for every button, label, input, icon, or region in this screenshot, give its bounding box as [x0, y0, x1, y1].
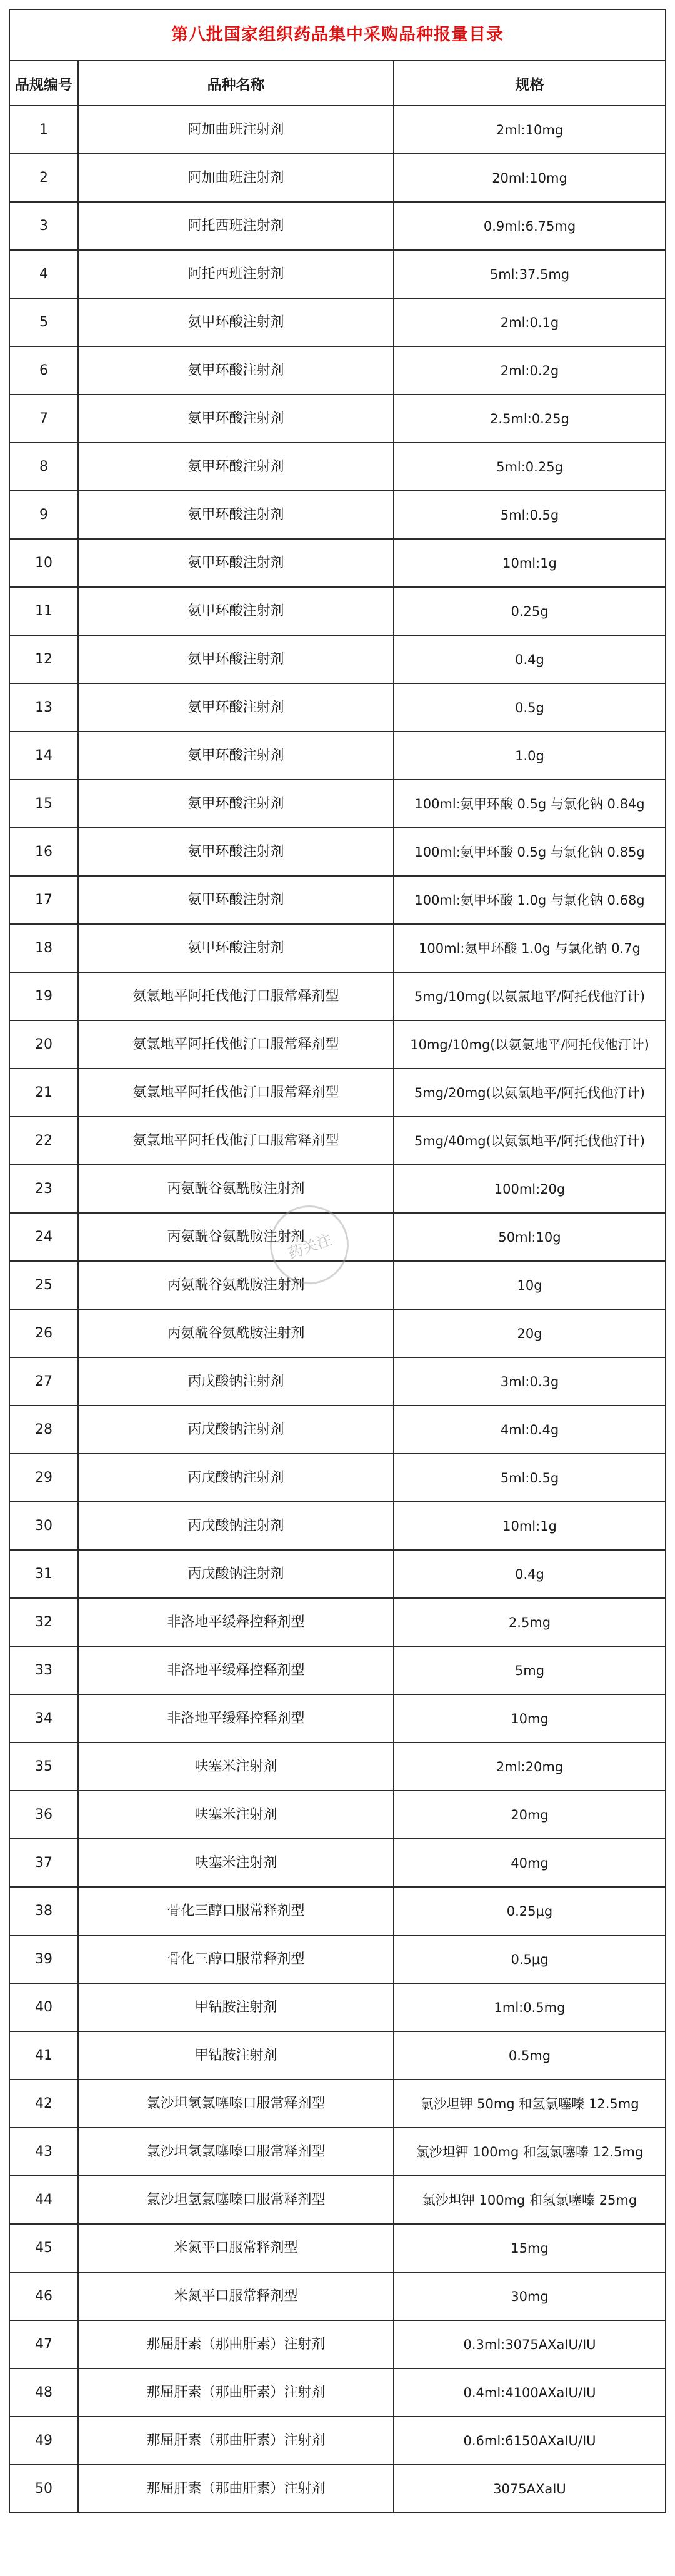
table-body	[9, 106, 666, 2513]
row-name-cell: 阿托西班注射剂	[78, 202, 394, 250]
table-row	[9, 1261, 666, 1309]
row-number-cell: 44	[9, 2176, 78, 2224]
row-name-cell: 氨氯地平阿托伐他汀口服常释剂型	[78, 1020, 394, 1069]
table-row	[9, 1117, 666, 1165]
table-row	[9, 683, 666, 732]
row-number-cell: 40	[9, 1983, 78, 2031]
row-name-cell: 丙氨酰谷氨酰胺注射剂	[78, 1309, 394, 1357]
row-number-cell: 50	[9, 2465, 78, 2513]
row-spec-cell: 0.9ml:6.75mg	[394, 202, 666, 250]
row-number-cell: 11	[9, 587, 78, 635]
table-row	[9, 635, 666, 683]
row-spec-cell: 0.5μg	[394, 1935, 666, 1983]
title-row	[9, 9, 666, 61]
row-spec-cell: 0.6ml:6150AXaIU/IU	[394, 2417, 666, 2465]
row-name-cell: 氯沙坦氢氯噻嗪口服常释剂型	[78, 2128, 394, 2176]
row-name-cell: 阿加曲班注射剂	[78, 154, 394, 202]
table-row	[9, 2272, 666, 2320]
row-name-cell: 甲钴胺注射剂	[78, 2031, 394, 2080]
row-spec-cell: 5ml:0.25g	[394, 443, 666, 491]
table-row	[9, 1069, 666, 1117]
row-spec-cell: 30mg	[394, 2272, 666, 2320]
row-name-cell: 氨甲环酸注射剂	[78, 828, 394, 876]
row-number-cell: 16	[9, 828, 78, 876]
row-number-cell: 33	[9, 1646, 78, 1694]
row-name-cell: 非洛地平缓释控释剂型	[78, 1694, 394, 1743]
row-name-cell: 氯沙坦氢氯噻嗪口服常释剂型	[78, 2080, 394, 2128]
table-row	[9, 1357, 666, 1406]
row-number-cell: 12	[9, 635, 78, 683]
row-spec-cell: 100ml:氨甲环酸 1.0g 与氯化钠 0.68g	[394, 876, 666, 924]
table-row	[9, 1598, 666, 1646]
row-name-cell: 氨氯地平阿托伐他汀口服常释剂型	[78, 972, 394, 1020]
table-row	[9, 106, 666, 154]
row-name-cell: 非洛地平缓释控释剂型	[78, 1598, 394, 1646]
row-number-cell: 43	[9, 2128, 78, 2176]
row-number-cell: 24	[9, 1213, 78, 1261]
row-name-cell: 丙氨酰谷氨酰胺注射剂	[78, 1165, 394, 1213]
row-name-cell: 氨甲环酸注射剂	[78, 780, 394, 828]
row-number-cell: 27	[9, 1357, 78, 1406]
table-row	[9, 1935, 666, 1983]
table-row	[9, 1309, 666, 1357]
table-row	[9, 780, 666, 828]
row-spec-cell: 2.5mg	[394, 1598, 666, 1646]
row-name-cell: 丙戊酸钠注射剂	[78, 1406, 394, 1454]
row-number-cell: 36	[9, 1791, 78, 1839]
row-name-cell: 氨氯地平阿托伐他汀口服常释剂型	[78, 1069, 394, 1117]
row-number-cell: 6	[9, 346, 78, 395]
row-spec-cell: 10ml:1g	[394, 1502, 666, 1550]
row-name-cell: 阿加曲班注射剂	[78, 106, 394, 154]
row-number-cell: 5	[9, 298, 78, 346]
row-name-cell: 那屈肝素（那曲肝素）注射剂	[78, 2320, 394, 2368]
table-row	[9, 924, 666, 972]
table-row	[9, 1791, 666, 1839]
row-name-cell: 非洛地平缓释控释剂型	[78, 1646, 394, 1694]
table-row	[9, 1694, 666, 1743]
row-spec-cell: 1.0g	[394, 732, 666, 780]
row-spec-cell: 5ml:0.5g	[394, 1454, 666, 1502]
row-name-cell: 氨甲环酸注射剂	[78, 683, 394, 732]
row-number-cell: 31	[9, 1550, 78, 1598]
row-name-cell: 氨甲环酸注射剂	[78, 298, 394, 346]
table-row	[9, 1887, 666, 1935]
row-name-cell: 丙戊酸钠注射剂	[78, 1454, 394, 1502]
catalog-sheet	[9, 9, 665, 2513]
row-number-cell: 47	[9, 2320, 78, 2368]
table-row	[9, 1743, 666, 1791]
row-name-cell: 丙氨酰谷氨酰胺注射剂	[78, 1213, 394, 1261]
table-row	[9, 1165, 666, 1213]
row-spec-cell: 5mg/40mg(以氨氯地平/阿托伐他汀计)	[394, 1117, 666, 1165]
row-number-cell: 37	[9, 1839, 78, 1887]
row-number-cell: 22	[9, 1117, 78, 1165]
row-spec-cell: 2ml:0.2g	[394, 346, 666, 395]
row-spec-cell: 15mg	[394, 2224, 666, 2272]
header-spec: 规格	[394, 61, 666, 106]
row-name-cell: 氨甲环酸注射剂	[78, 346, 394, 395]
table-row	[9, 1020, 666, 1069]
row-name-cell: 氨甲环酸注射剂	[78, 732, 394, 780]
row-name-cell: 氨甲环酸注射剂	[78, 635, 394, 683]
row-spec-cell: 0.5mg	[394, 2031, 666, 2080]
row-spec-cell: 20g	[394, 1309, 666, 1357]
row-name-cell: 骨化三醇口服常释剂型	[78, 1935, 394, 1983]
table-row	[9, 972, 666, 1020]
row-spec-cell: 20mg	[394, 1791, 666, 1839]
row-spec-cell: 100ml:氨甲环酸 1.0g 与氯化钠 0.7g	[394, 924, 666, 972]
row-name-cell: 丙戊酸钠注射剂	[78, 1550, 394, 1598]
table-row	[9, 539, 666, 587]
row-number-cell: 9	[9, 491, 78, 539]
row-name-cell: 氨甲环酸注射剂	[78, 876, 394, 924]
table-row	[9, 202, 666, 250]
row-spec-cell: 50ml:10g	[394, 1213, 666, 1261]
catalog-table	[9, 9, 666, 2513]
row-spec-cell: 4ml:0.4g	[394, 1406, 666, 1454]
row-number-cell: 49	[9, 2417, 78, 2465]
row-name-cell: 氯沙坦氢氯噻嗪口服常释剂型	[78, 2176, 394, 2224]
row-spec-cell: 5mg/10mg(以氨氯地平/阿托伐他汀计)	[394, 972, 666, 1020]
row-number-cell: 38	[9, 1887, 78, 1935]
row-name-cell: 氨甲环酸注射剂	[78, 443, 394, 491]
row-number-cell: 3	[9, 202, 78, 250]
row-number-cell: 34	[9, 1694, 78, 1743]
row-spec-cell: 0.4g	[394, 635, 666, 683]
row-number-cell: 29	[9, 1454, 78, 1502]
row-number-cell: 19	[9, 972, 78, 1020]
row-number-cell: 26	[9, 1309, 78, 1357]
row-number-cell: 30	[9, 1502, 78, 1550]
row-name-cell: 呋塞米注射剂	[78, 1791, 394, 1839]
table-row	[9, 1213, 666, 1261]
row-number-cell: 13	[9, 683, 78, 732]
row-name-cell: 那屈肝素（那曲肝素）注射剂	[78, 2368, 394, 2417]
row-name-cell: 氨甲环酸注射剂	[78, 924, 394, 972]
row-number-cell: 14	[9, 732, 78, 780]
table-row	[9, 154, 666, 202]
row-spec-cell: 100ml:氨甲环酸 0.5g 与氯化钠 0.85g	[394, 828, 666, 876]
table-row	[9, 587, 666, 635]
row-number-cell: 25	[9, 1261, 78, 1309]
table-row	[9, 443, 666, 491]
row-number-cell: 28	[9, 1406, 78, 1454]
table-row	[9, 1550, 666, 1598]
row-spec-cell: 20ml:10mg	[394, 154, 666, 202]
row-spec-cell: 5mg	[394, 1646, 666, 1694]
row-name-cell: 那屈肝素（那曲肝素）注射剂	[78, 2417, 394, 2465]
table-row	[9, 2031, 666, 2080]
row-name-cell: 阿托西班注射剂	[78, 250, 394, 298]
row-name-cell: 氨甲环酸注射剂	[78, 491, 394, 539]
table-row	[9, 2320, 666, 2368]
row-spec-cell: 100ml:氨甲环酸 0.5g 与氯化钠 0.84g	[394, 780, 666, 828]
row-spec-cell: 2ml:10mg	[394, 106, 666, 154]
row-spec-cell: 氯沙坦钾 100mg 和氢氯噻嗪 25mg	[394, 2176, 666, 2224]
row-spec-cell: 2.5ml:0.25g	[394, 395, 666, 443]
table-title: 第八批国家组织药品集中采购品种报量目录	[9, 9, 666, 61]
row-name-cell: 氨甲环酸注射剂	[78, 395, 394, 443]
row-name-cell: 骨化三醇口服常释剂型	[78, 1887, 394, 1935]
table-row	[9, 2368, 666, 2417]
row-spec-cell: 0.4ml:4100AXaIU/IU	[394, 2368, 666, 2417]
row-spec-cell: 40mg	[394, 1839, 666, 1887]
table-row	[9, 395, 666, 443]
row-name-cell: 氨氯地平阿托伐他汀口服常释剂型	[78, 1117, 394, 1165]
row-number-cell: 18	[9, 924, 78, 972]
table-row	[9, 250, 666, 298]
row-name-cell: 丙氨酰谷氨酰胺注射剂	[78, 1261, 394, 1309]
row-number-cell: 41	[9, 2031, 78, 2080]
row-number-cell: 35	[9, 1743, 78, 1791]
row-spec-cell: 10ml:1g	[394, 539, 666, 587]
row-name-cell: 呋塞米注射剂	[78, 1743, 394, 1791]
table-row	[9, 2128, 666, 2176]
row-spec-cell: 100ml:20g	[394, 1165, 666, 1213]
header-row	[9, 61, 666, 106]
row-number-cell: 23	[9, 1165, 78, 1213]
table-row	[9, 2080, 666, 2128]
row-name-cell: 甲钴胺注射剂	[78, 1983, 394, 2031]
row-name-cell: 呋塞米注射剂	[78, 1839, 394, 1887]
table-row	[9, 732, 666, 780]
row-name-cell: 丙戊酸钠注射剂	[78, 1502, 394, 1550]
row-number-cell: 4	[9, 250, 78, 298]
row-number-cell: 32	[9, 1598, 78, 1646]
row-number-cell: 20	[9, 1020, 78, 1069]
row-spec-cell: 0.25g	[394, 587, 666, 635]
watermark-seal: 药关注	[259, 1194, 359, 1295]
row-number-cell: 21	[9, 1069, 78, 1117]
row-number-cell: 42	[9, 2080, 78, 2128]
row-name-cell: 氨甲环酸注射剂	[78, 539, 394, 587]
table-row	[9, 1983, 666, 2031]
row-spec-cell: 氯沙坦钾 100mg 和氢氯噻嗪 12.5mg	[394, 2128, 666, 2176]
row-name-cell: 丙戊酸钠注射剂	[78, 1357, 394, 1406]
row-number-cell: 10	[9, 539, 78, 587]
table-row	[9, 491, 666, 539]
table-row	[9, 828, 666, 876]
table-row	[9, 1502, 666, 1550]
row-name-cell: 那屈肝素（那曲肝素）注射剂	[78, 2465, 394, 2513]
row-number-cell: 48	[9, 2368, 78, 2417]
row-number-cell: 7	[9, 395, 78, 443]
table-row	[9, 2417, 666, 2465]
row-spec-cell: 3075AXaIU	[394, 2465, 666, 2513]
table-row	[9, 346, 666, 395]
row-spec-cell: 10mg	[394, 1694, 666, 1743]
table-row	[9, 2465, 666, 2513]
row-number-cell: 39	[9, 1935, 78, 1983]
row-number-cell: 1	[9, 106, 78, 154]
row-spec-cell: 10g	[394, 1261, 666, 1309]
row-number-cell: 46	[9, 2272, 78, 2320]
row-spec-cell: 1ml:0.5mg	[394, 1983, 666, 2031]
row-spec-cell: 0.5g	[394, 683, 666, 732]
row-spec-cell: 3ml:0.3g	[394, 1357, 666, 1406]
row-spec-cell: 0.4g	[394, 1550, 666, 1598]
row-name-cell: 氨甲环酸注射剂	[78, 587, 394, 635]
row-name-cell: 米氮平口服常释剂型	[78, 2272, 394, 2320]
table-row	[9, 1839, 666, 1887]
row-spec-cell: 0.3ml:3075AXaIU/IU	[394, 2320, 666, 2368]
row-number-cell: 17	[9, 876, 78, 924]
row-number-cell: 8	[9, 443, 78, 491]
row-spec-cell: 2ml:20mg	[394, 1743, 666, 1791]
row-spec-cell: 5ml:37.5mg	[394, 250, 666, 298]
row-spec-cell: 5ml:0.5g	[394, 491, 666, 539]
table-row	[9, 2224, 666, 2272]
table-row	[9, 2176, 666, 2224]
row-spec-cell: 0.25μg	[394, 1887, 666, 1935]
table-row	[9, 298, 666, 346]
row-spec-cell: 5mg/20mg(以氨氯地平/阿托伐他汀计)	[394, 1069, 666, 1117]
row-number-cell: 2	[9, 154, 78, 202]
row-name-cell: 米氮平口服常释剂型	[78, 2224, 394, 2272]
row-spec-cell: 氯沙坦钾 50mg 和氢氯噻嗪 12.5mg	[394, 2080, 666, 2128]
row-spec-cell: 2ml:0.1g	[394, 298, 666, 346]
table-row	[9, 1646, 666, 1694]
header-name: 品种名称	[78, 61, 394, 106]
header-number: 品规编号	[9, 61, 78, 106]
row-number-cell: 45	[9, 2224, 78, 2272]
row-spec-cell: 10mg/10mg(以氨氯地平/阿托伐他汀计)	[394, 1020, 666, 1069]
table-row	[9, 876, 666, 924]
table-row	[9, 1454, 666, 1502]
table-row	[9, 1406, 666, 1454]
row-number-cell: 15	[9, 780, 78, 828]
